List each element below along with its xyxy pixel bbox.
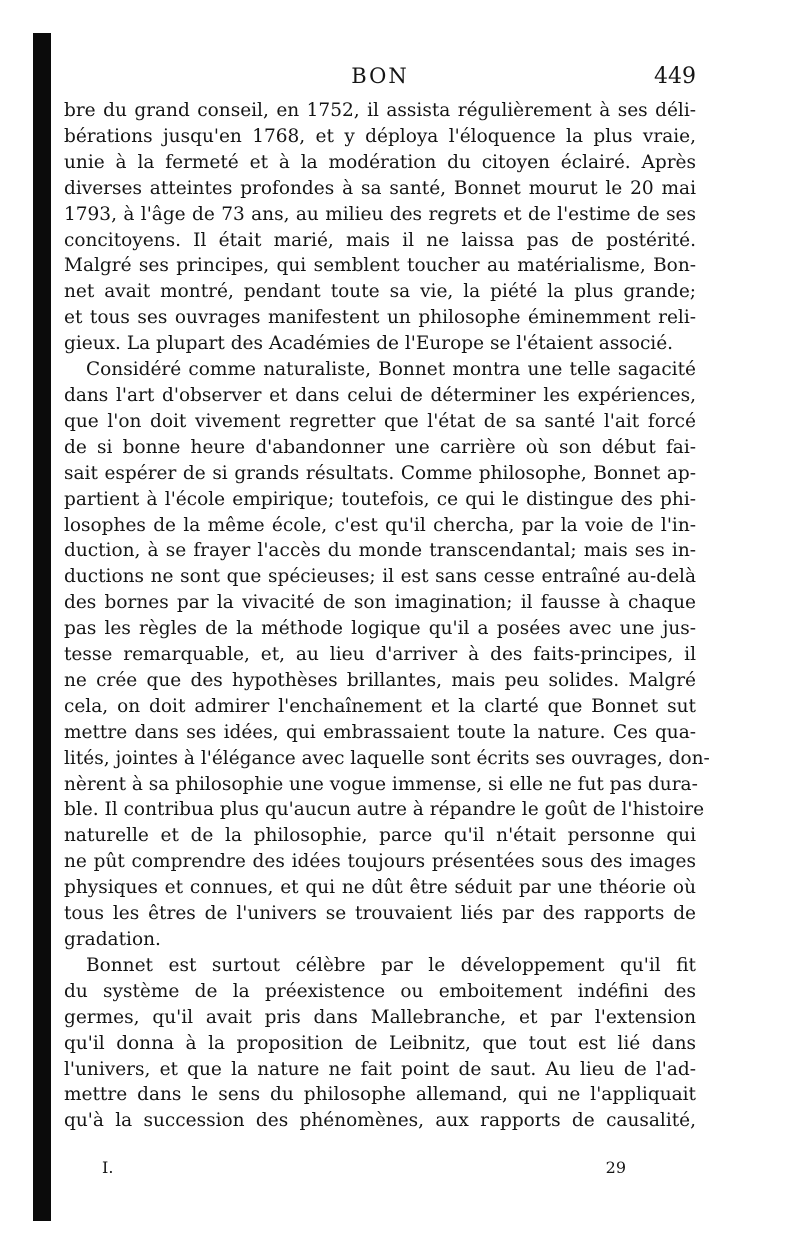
text-line: qu'à la succession des phénomènes, aux rapports de causalité, bbox=[64, 1110, 696, 1132]
text-line: mettre dans ses idées, qui embrassaient toute la nature. Ces qua- bbox=[64, 721, 696, 743]
text-line: gradation. bbox=[64, 929, 161, 950]
signature-number: 29 bbox=[605, 1158, 626, 1177]
text-line: gieux. La plupart des Académies de l'Europe se l'étaient associé. bbox=[64, 333, 674, 355]
text-line: ble. Il contribua plus qu'aucun autre à répandre le goût de l'histoire bbox=[64, 799, 705, 821]
text-line: ne crée que des hypothèses brillantes, mais peu solides. Malgré bbox=[64, 669, 696, 691]
page-header bbox=[64, 64, 696, 94]
text-line: nèrent à sa philosophie une vogue immense, si elle ne fut pas dura- bbox=[64, 773, 698, 795]
text-line: bérations jusqu'en 1768, et y déploya l'éloquence la plus vraie, bbox=[64, 125, 696, 147]
text-line: l'univers, et que la nature ne fait point de saut. Au lieu de l'ad- bbox=[64, 1058, 696, 1080]
text-line: duction, à se frayer l'accès du monde transcendantal; mais ses in- bbox=[64, 540, 696, 562]
text-line: pas les règles de la méthode logique qu'il a posées avec une jus- bbox=[64, 618, 696, 640]
text-line: germes, qu'il avait pris dans Mallebranche, et par l'extension bbox=[64, 1006, 696, 1028]
text-line: des bornes par la vivacité de son imagination; il fausse à chaque bbox=[64, 592, 696, 614]
text-line: dans l'art d'observer et dans celui de déterminer les expériences, bbox=[64, 384, 696, 406]
text-line: tous les êtres de l'univers se trouvaient liés par des rapports de bbox=[64, 903, 696, 925]
body-text bbox=[64, 98, 710, 1134]
binding-edge bbox=[33, 33, 51, 1221]
text-line: 1793, à l'âge de 73 ans, au milieu des regrets et de l'estime de ses bbox=[64, 203, 696, 225]
signature-mark: I. bbox=[102, 1158, 114, 1177]
text-line: sait espérer de si grands résultats. Comme philosophe, Bonnet ap- bbox=[64, 462, 696, 484]
text-line: diverses atteintes profondes à sa santé, Bonnet mourut le 20 mai bbox=[64, 177, 696, 199]
text-line: physiques et connues, et qui ne dût être séduit par une théorie où bbox=[64, 877, 696, 899]
text-line: du système de la préexistence ou emboitement indéfini des bbox=[64, 980, 696, 1002]
text-line: unie à la fermeté et à la modération du citoyen éclairé. Après bbox=[64, 151, 696, 173]
page-footer bbox=[64, 1158, 696, 1182]
text-line: naturelle et de la philosophie, parce qu'il n'était personne qui bbox=[64, 825, 696, 847]
text-line: de si bonne heure d'abandonner une carrière où son début fai- bbox=[64, 436, 696, 458]
text-line: bre du grand conseil, en 1752, il assista régulièrement à ses déli- bbox=[64, 100, 696, 121]
text-line: qu'il donna à la proposition de Leibnitz, que tout est lié dans bbox=[64, 1032, 696, 1054]
text-line: tesse remarquable, et, au lieu d'arriver à des faits-principes, il bbox=[64, 644, 696, 666]
running-head: BON bbox=[351, 64, 409, 88]
text-line: cela, on doit admirer l'enchaînement et la clarté que Bonnet sut bbox=[64, 695, 696, 717]
text-line: losophes de la même école, c'est qu'il chercha, par la voie de l'in- bbox=[64, 514, 696, 536]
text-line: net avait montré, pendant toute sa vie, la piété la plus grande; bbox=[64, 281, 696, 303]
text-line: partient à l'école empirique; toutefois, ce qui le distingue des phi- bbox=[64, 488, 696, 510]
text-line: Considéré comme naturaliste, Bonnet montra une telle sagacité bbox=[86, 359, 696, 381]
text-line: Malgré ses principes, qui semblent toucher au matérialisme, Bon- bbox=[64, 255, 696, 277]
text-line: mettre dans le sens du philosophe allemand, qui ne l'appliquait bbox=[64, 1084, 696, 1106]
text-line: que l'on doit vivement regretter que l'état de sa santé l'ait forcé bbox=[64, 410, 696, 432]
text-line: concitoyens. Il était marié, mais il ne laissa pas de postérité. bbox=[64, 229, 696, 251]
text-line: lités, jointes à l'élégance avec laquelle sont écrits ses ouvrages, don- bbox=[64, 747, 710, 769]
text-line: Bonnet est surtout célèbre par le développement qu'il fit bbox=[86, 954, 696, 976]
text-line: et tous ses ouvrages manifestent un philosophe éminemment reli- bbox=[64, 307, 696, 329]
text-line: ne pût comprendre des idées toujours présentées sous des images bbox=[64, 851, 696, 873]
page-number: 449 bbox=[654, 64, 696, 89]
text-line: ductions ne sont que spécieuses; il est sans cesse entraîné au-delà bbox=[64, 566, 696, 588]
